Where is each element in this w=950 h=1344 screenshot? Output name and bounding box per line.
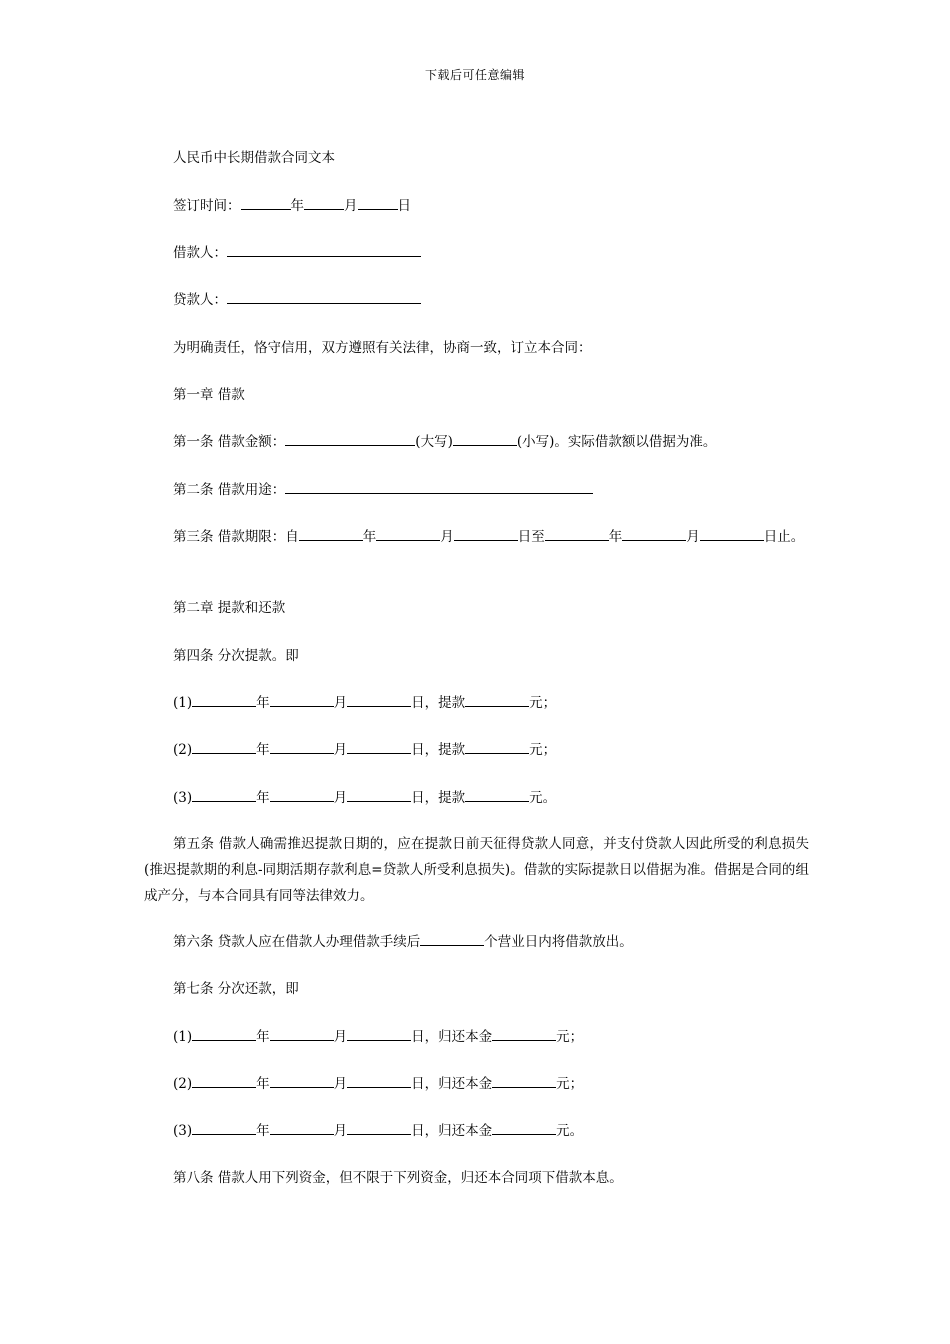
repayment-label: 日，归还本金 <box>411 1123 493 1139</box>
year-unit: 年 <box>256 1029 270 1045</box>
article-1 <box>173 432 716 452</box>
day-blank[interactable] <box>347 1074 411 1088</box>
month-blank[interactable] <box>270 1074 334 1088</box>
header-note: 下载后可任意编辑 <box>424 68 525 82</box>
month-unit: 月 <box>333 790 348 806</box>
amount-figures-blank[interactable] <box>453 432 517 446</box>
article-1-label: 第一条 借款金额： <box>173 434 286 450</box>
borrower-label: 借款人： <box>173 245 227 261</box>
year-blank[interactable] <box>192 788 256 802</box>
chapter-1-heading: 第一章 借款 <box>173 387 245 403</box>
year-blank[interactable] <box>192 740 256 754</box>
document-title: 人民币中长期借款合同文本 <box>173 150 335 166</box>
year-unit: 年 <box>256 1076 270 1092</box>
year-unit: 年 <box>256 695 270 711</box>
business-days-blank[interactable] <box>420 932 484 946</box>
lender-label: 贷款人： <box>173 292 227 308</box>
withdrawal-label: 日，提款 <box>411 790 466 806</box>
month-unit: 月 <box>686 529 700 545</box>
article-3 <box>144 524 809 550</box>
year-unit: 年 <box>256 1123 270 1139</box>
month-blank[interactable] <box>304 196 344 210</box>
article-2 <box>173 480 593 500</box>
article-3-end: 止。 <box>777 529 805 545</box>
borrower-line <box>173 243 421 263</box>
month-unit: 月 <box>333 1029 348 1045</box>
year-unit: 年 <box>290 198 304 214</box>
lender-line <box>173 290 421 310</box>
day-blank[interactable] <box>347 1027 411 1041</box>
year-blank[interactable] <box>192 693 256 707</box>
month-unit: 月 <box>440 529 454 545</box>
start-day-blank[interactable] <box>454 527 518 541</box>
yuan-unit: 元； <box>529 695 557 711</box>
end-day-blank[interactable] <box>700 527 764 541</box>
end-month-blank[interactable] <box>622 527 686 541</box>
article-2-label: 第二条 借款用途： <box>173 482 286 498</box>
year-unit: 年 <box>256 742 270 758</box>
day-blank[interactable] <box>347 740 411 754</box>
month-unit: 月 <box>333 742 348 758</box>
article-6 <box>173 932 633 952</box>
amount-blank[interactable] <box>465 788 529 802</box>
purpose-blank[interactable] <box>285 480 593 494</box>
day-unit: 日 <box>397 198 411 214</box>
withdrawal-label: 日，提款 <box>411 695 466 711</box>
amount-blank[interactable] <box>492 1027 556 1041</box>
article-5: 第五条 借款人确需推迟提款日期的，应在提款日前天征得贷款人同意，并支付贷款人因此所受的利息损失(推迟提款期的利息-同期活期存款利息=贷款人所受利息损失)。借款的实际提款日以借据为准。借据是合同的组成产分，与本合同具有同等法律效力。 <box>144 836 809 904</box>
year-blank[interactable] <box>192 1027 256 1041</box>
article-7: 第七条 分次还款，即 <box>173 981 299 997</box>
withdrawal-item <box>173 740 556 760</box>
item-number: (3) <box>173 790 193 806</box>
month-blank[interactable] <box>270 693 334 707</box>
yuan-unit: 元； <box>556 1076 584 1092</box>
withdrawal-item <box>173 693 556 713</box>
signing-date-label: 签订时间： <box>173 198 241 214</box>
year-blank[interactable] <box>241 196 291 210</box>
month-unit: 月 <box>344 198 358 214</box>
month-blank[interactable] <box>270 1027 334 1041</box>
repayment-item <box>173 1027 583 1047</box>
start-year-blank[interactable] <box>299 527 363 541</box>
yuan-unit: 元。 <box>529 790 557 806</box>
amount-words-label: (大写) <box>415 434 453 450</box>
year-blank[interactable] <box>192 1074 256 1088</box>
month-unit: 月 <box>333 1123 348 1139</box>
signing-date-line <box>173 196 411 216</box>
item-number: (1) <box>173 1029 193 1045</box>
year-unit: 年 <box>256 790 270 806</box>
day-blank[interactable] <box>347 693 411 707</box>
withdrawal-label: 日，提款 <box>411 742 466 758</box>
month-blank[interactable] <box>270 740 334 754</box>
day-blank[interactable] <box>358 196 398 210</box>
amount-blank[interactable] <box>465 740 529 754</box>
until-label: 日至 <box>517 529 545 545</box>
article-6-end: 个营业日内将借款放出。 <box>484 934 633 950</box>
item-number: (1) <box>173 695 193 711</box>
year-unit: 年 <box>362 529 377 545</box>
month-blank[interactable] <box>270 788 334 802</box>
article-1-end: (小写)。实际借款额以借据为准。 <box>516 434 717 450</box>
amount-words-blank[interactable] <box>285 432 415 446</box>
item-number: (2) <box>173 742 193 758</box>
end-year-blank[interactable] <box>545 527 609 541</box>
yuan-unit: 元； <box>556 1029 584 1045</box>
yuan-unit: 元； <box>529 742 557 758</box>
repayment-item <box>173 1121 583 1141</box>
month-blank[interactable] <box>270 1121 334 1135</box>
year-blank[interactable] <box>192 1121 256 1135</box>
article-8: 第八条 借款人用下列资金，但不限于下列资金，归还本合同项下借款本息。 <box>173 1170 623 1186</box>
repayment-item <box>173 1074 583 1094</box>
amount-blank[interactable] <box>465 693 529 707</box>
month-unit: 月 <box>333 695 348 711</box>
repayment-label: 日，归还本金 <box>411 1029 493 1045</box>
article-4: 第四条 分次提款。即 <box>173 648 299 664</box>
item-number: (2) <box>173 1076 193 1092</box>
start-month-blank[interactable] <box>376 527 440 541</box>
year-unit: 年 <box>608 529 623 545</box>
month-unit: 月 <box>333 1076 348 1092</box>
chapter-2-heading: 第二章 提款和还款 <box>173 600 286 616</box>
article-6-start: 第六条 贷款人应在借款人办理借款手续后 <box>173 934 421 950</box>
lender-blank[interactable] <box>227 290 421 304</box>
preamble: 为明确责任，恪守信用，双方遵照有关法律，协商一致，订立本合同： <box>173 340 592 356</box>
day-unit: 日 <box>763 529 778 545</box>
day-blank[interactable] <box>347 1121 411 1135</box>
article-3-label: 第三条 借款期限：自 <box>173 529 299 545</box>
withdrawal-item <box>173 788 556 808</box>
item-number: (3) <box>173 1123 193 1139</box>
day-blank[interactable] <box>347 788 411 802</box>
amount-blank[interactable] <box>492 1121 556 1135</box>
repayment-label: 日，归还本金 <box>411 1076 493 1092</box>
amount-blank[interactable] <box>492 1074 556 1088</box>
yuan-unit: 元。 <box>556 1123 584 1139</box>
borrower-blank[interactable] <box>227 243 421 257</box>
